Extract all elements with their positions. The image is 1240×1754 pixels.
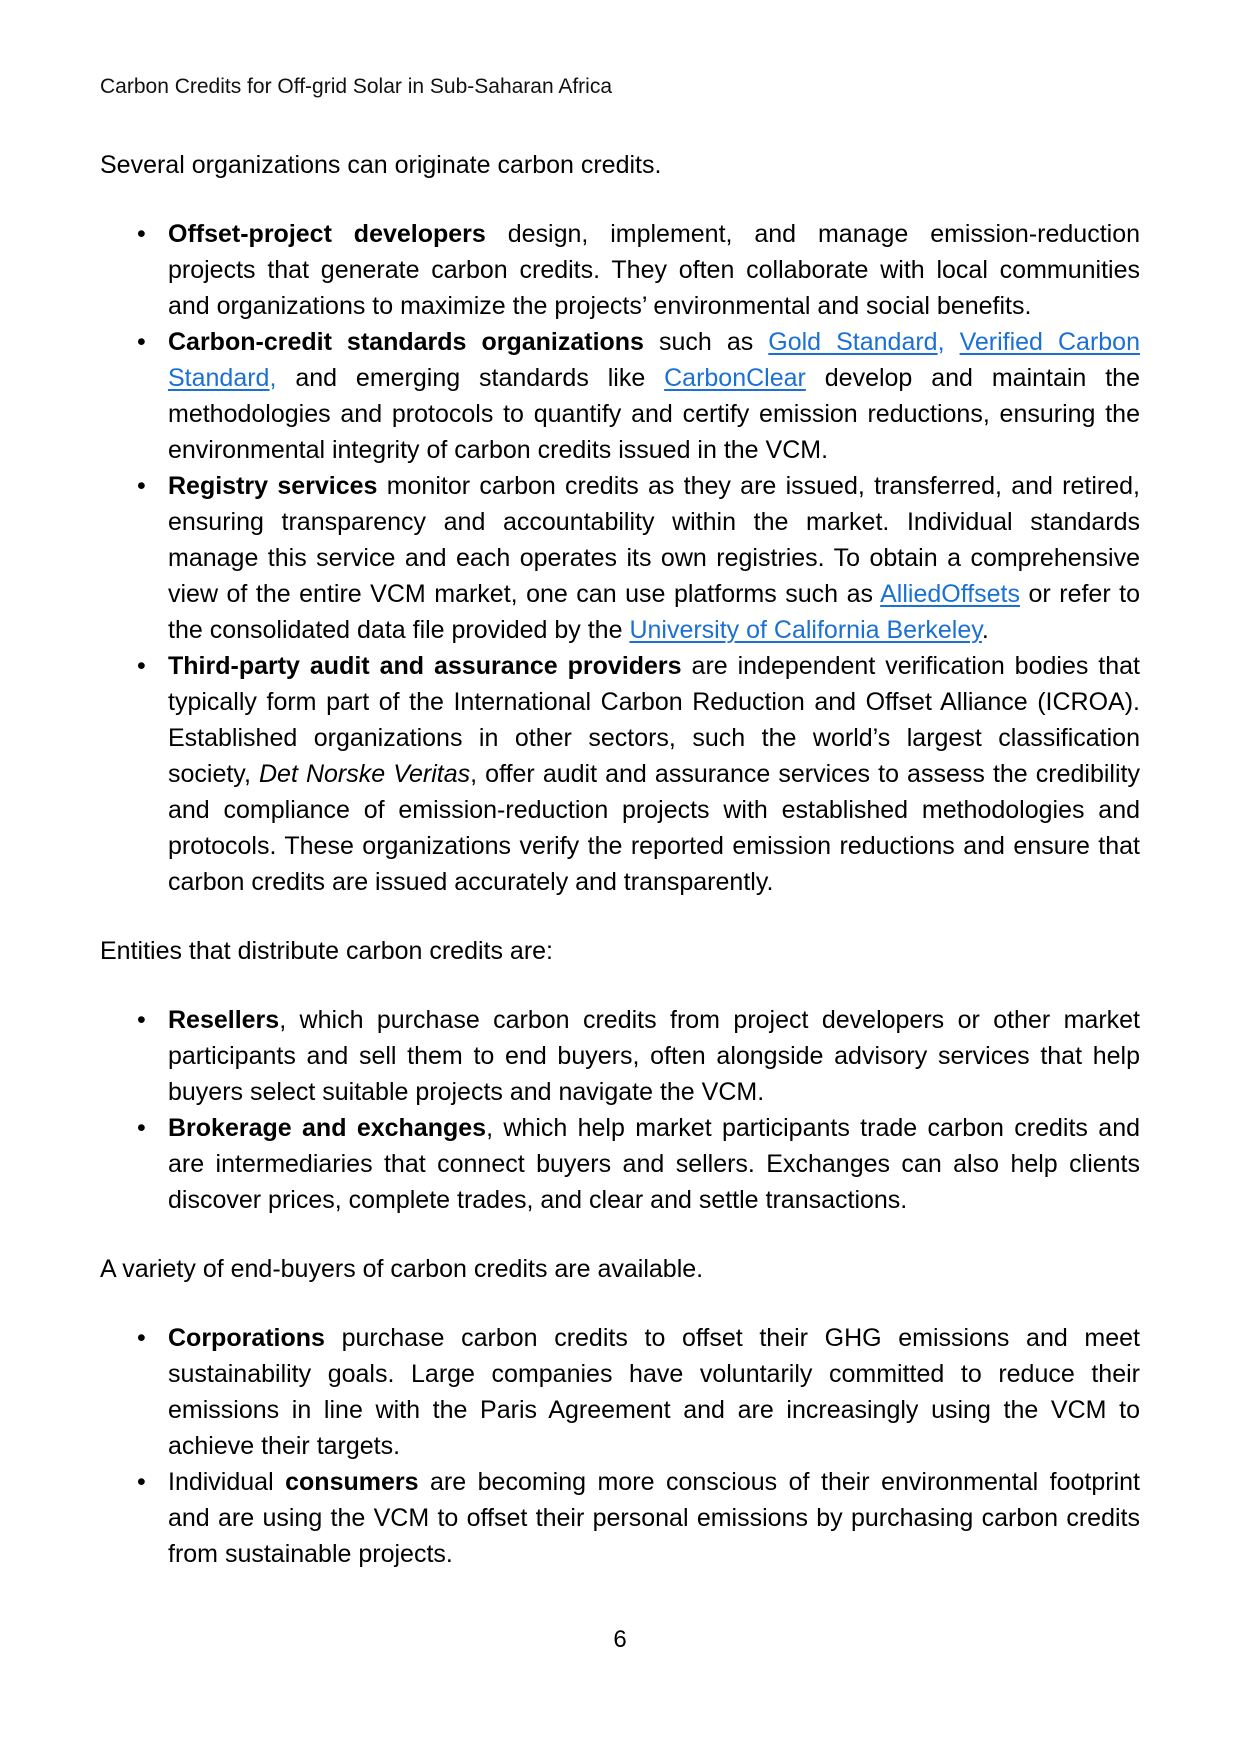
list-item-text	[168, 1006, 1140, 1106]
list-item	[137, 1110, 1140, 1218]
list-item	[137, 468, 1141, 648]
list-end-buyers	[100, 1320, 1140, 1572]
list-item	[137, 216, 1141, 324]
list-item	[137, 1464, 1140, 1572]
bullet-icon: •	[137, 1114, 146, 1142]
text-run: Individual	[168, 1468, 286, 1496]
running-header: Carbon Credits for Off-grid Solar in Sub-Saharan Africa	[100, 75, 613, 98]
text-run: or refer to the consolidated data file provided by the	[168, 580, 1141, 644]
hyperlink[interactable]: CarbonClear	[664, 364, 806, 392]
hyperlink[interactable]: University of California Berkeley	[629, 616, 982, 644]
text-run: and emerging standards like	[295, 364, 665, 392]
text-run: Resellers	[168, 1006, 280, 1034]
document-body	[100, 147, 1140, 1572]
list-item-text	[168, 220, 1140, 320]
hyperlink[interactable]: AlliedOffsets	[880, 580, 1020, 608]
bullet-icon: •	[137, 652, 146, 680]
list-item	[137, 1002, 1140, 1110]
text-run: monitor carbon credits as they are issued, transferred, and retired, ensuring transparency and accountability within the market. Individual standards manage this service and each operates its own registries. To obtain a comprehensive view of the entire VCM market, one can use platforms such as	[168, 472, 1140, 608]
list-item-text	[168, 1468, 1140, 1568]
text-run: Registry services	[168, 472, 378, 500]
list-item-text	[168, 328, 1140, 464]
bullet-icon: •	[137, 1324, 146, 1352]
text-run: , offer audit and assurance services to assess the credibility and compliance of emission-reduction projects with established methodologies and protocols. These organizations verify the reported emission reductions and ensure that carbon credits are issued accurately and transparently.	[168, 760, 1140, 896]
paragraph-originate: Several organizations can originate carbon credits.	[100, 151, 662, 179]
text-run: Det Norske Veritas	[258, 760, 471, 788]
list-originators	[100, 216, 1140, 900]
text-run: Corporations	[168, 1324, 325, 1352]
list-item-text	[168, 652, 1140, 896]
text-run: , which purchase carbon credits from project developers or other market participants and sell them to end buyers, often alongside advisory services that help buyers select suitable projects and navigate the VCM.	[168, 1006, 1140, 1106]
text-run: such as	[643, 328, 769, 356]
list-item-text	[168, 472, 1140, 644]
bullet-icon: •	[137, 1006, 146, 1034]
hyperlink[interactable]: Verified Carbon Standard	[168, 328, 1140, 392]
bullet-icon: •	[137, 220, 146, 248]
text-run: ,	[269, 364, 296, 392]
bullet-icon: •	[137, 1468, 146, 1496]
paragraph-end-buyers: A variety of end-buyers of carbon credits are available.	[100, 1255, 704, 1283]
text-run: Third-party audit and assurance providers	[168, 652, 682, 680]
text-run: consumers	[285, 1468, 419, 1496]
text-run: ,	[937, 328, 960, 356]
hyperlink[interactable]: Gold Standard	[768, 328, 938, 356]
list-item-text	[168, 1114, 1140, 1214]
text-run: purchase carbon credits to offset their GHG emissions and meet sustainability goals. Large companies have voluntarily committed to reduce their emissions in line with the Paris Agreement and are increasingly using the VCM to achieve their targets.	[168, 1324, 1140, 1460]
text-run: are becoming more conscious of their environmental footprint and are using the VCM to offset their personal emissions by purchasing carbon credits from sustainable projects.	[168, 1468, 1140, 1568]
page-content	[100, 62, 1140, 1605]
list-item	[137, 324, 1140, 468]
text-run: Brokerage and exchanges	[168, 1114, 487, 1142]
text-run: design, implement, and manage emission-reduction projects that generate carbon credits. They often collaborate with local communities and organizations to maximize the projects’ environmental and social benefits.	[168, 220, 1141, 320]
bullet-icon: •	[137, 472, 146, 500]
paragraph-distribute: Entities that distribute carbon credits are:	[100, 937, 554, 965]
list-distributors	[100, 1002, 1140, 1218]
text-run: are independent verification bodies that typically form part of the International Carbon Reduction and Offset Alliance (ICROA). Established organizations in other sectors, such the world’s largest classification society,	[168, 652, 1141, 788]
text-run: Carbon-credit standards organizations	[168, 328, 644, 356]
text-run: .	[981, 616, 989, 644]
bullet-icon: •	[137, 328, 146, 356]
text-run: Offset-project developers	[168, 220, 486, 248]
text-run: develop and maintain the methodologies and protocols to quantify and certify emission reductions, ensuring the environmental integrity of carbon credits issued in the VCM.	[168, 364, 1140, 464]
list-item-text	[168, 1324, 1140, 1460]
list-item	[137, 1320, 1140, 1464]
text-run: , which help market participants trade carbon credits and are intermediaries that connect buyers and sellers. Exchanges can also help clients discover prices, complete trades, and clear and settle transactions.	[168, 1114, 1140, 1214]
list-item	[137, 648, 1141, 900]
page-number: 6	[613, 1626, 627, 1653]
